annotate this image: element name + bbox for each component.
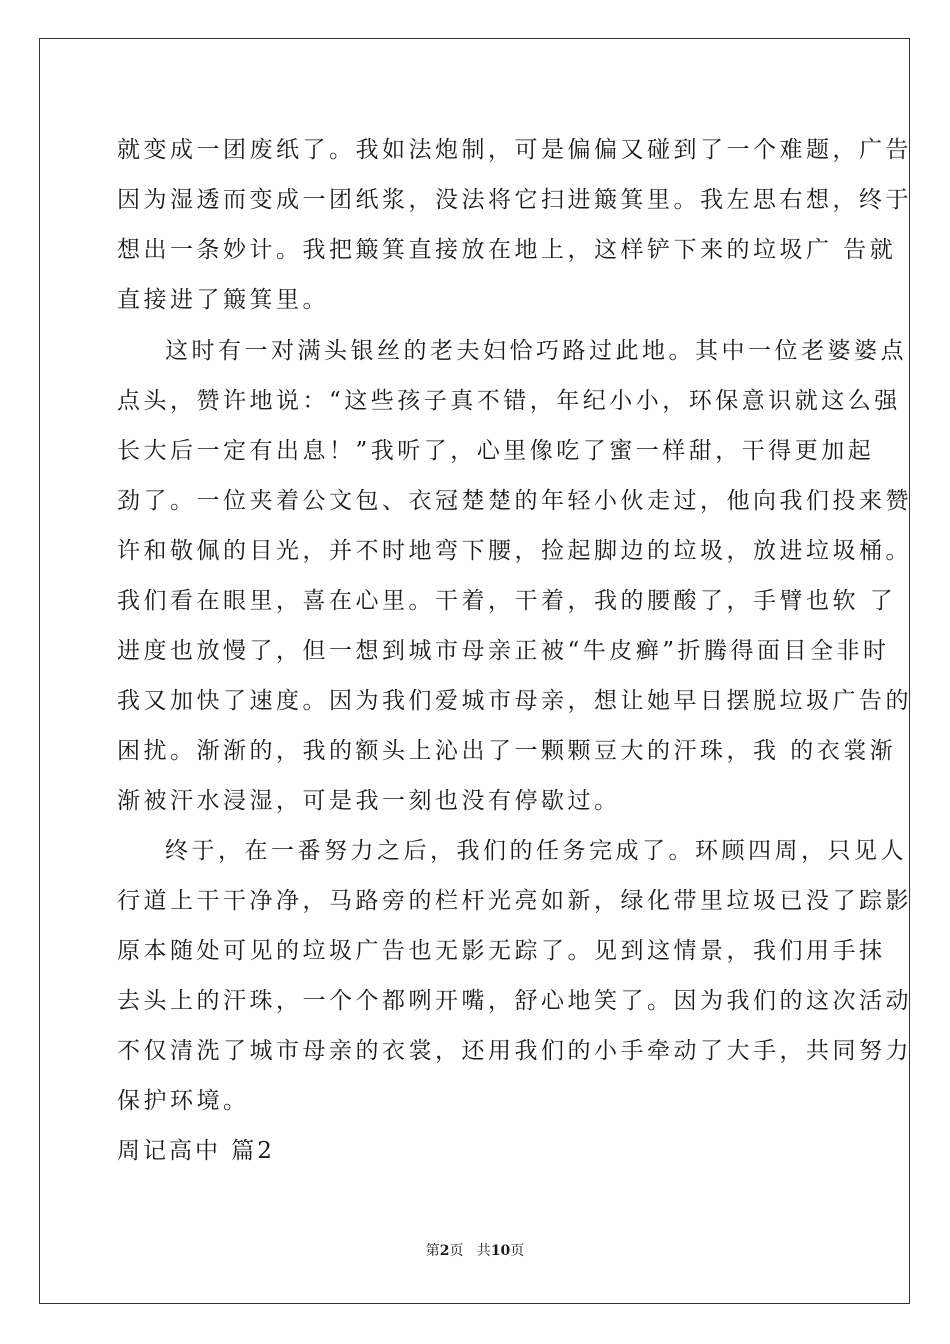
text-line: 我又加快了速度。因为我们爱城市母亲，想让她早日摆脱垃圾广告的 [117,688,912,714]
text-line: 去头上的汗珠，一个个都咧开嘴，舒心地笑了。因为我们的这次活动 [117,988,912,1014]
footer-page-number: 2 [439,1243,450,1259]
text-line: 直接进了簸箕里。 [117,287,329,313]
text-line: 点头，赞许地说：“这些孩子真不错，年纪小小，环保意识就这么强 [117,388,901,414]
footer-suffix: 页 [510,1243,525,1259]
text-line: 想出一条妙计。我把簸箕直接放在地上，这样铲下来的垃圾广 告就 [117,237,897,263]
text-line: 长大后一定有出息！”我听了，心里像吃了蜜一样甜，干得更加起 [117,438,875,464]
text-line: 进度也放慢了，但一想到城市母亲正被“牛皮癣”折腾得面目全非时 [117,638,890,664]
text-line: 我们看在眼里，喜在心里。干着，干着，我的腰酸了，手臂也软 了 [117,588,897,614]
text-line: 劲了。一位夹着公文包、衣冠楚楚的年轻小伙走过，他向我们投来赞 [117,488,912,514]
text-line: 终于，在一番努力之后，我们的任务完成了。环顾四周，只见人 [165,838,907,864]
text-line: 原本随处可见的垃圾广告也无影无踪了。见到这情景，我们用手抹 [117,938,886,964]
footer-mid: 页 共 [449,1243,491,1259]
text-line: 这时有一对满头银丝的老夫妇恰巧路过此地。其中一位老婆婆点 [165,338,907,364]
footer-total-pages: 10 [490,1243,511,1259]
text-line: 不仅清洗了城市母亲的衣裳，还用我们的小手牵动了大手，共同努力 [117,1038,912,1064]
text-line: 保护环境。 [117,1088,250,1114]
text-line: 行道上干干净净，马路旁的栏杆光亮如新，绿化带里垃圾已没了踪影 [117,888,912,914]
text-line: 渐被汗水浸湿，可是我一刻也没有停歇过。 [117,788,621,814]
footer-prefix: 第 [425,1243,440,1259]
text-line: 许和敬佩的目光，并不时地弯下腰，捡起脚边的垃圾，放进垃圾桶。 [117,538,912,564]
page-footer [0,1240,950,1260]
text-line: 困扰。渐渐的，我的额头上沁出了一颗颗豆大的汗珠，我 的衣裳渐 [117,738,897,764]
text-line: 就变成一团废纸了。我如法炮制，可是偏偏又碰到了一个难题，广告 [117,137,912,163]
text-line: 因为湿透而变成一团纸浆，没法将它扫进簸箕里。我左思右想，终于 [117,187,912,213]
section-heading: 周记高中 篇2 [117,1138,275,1164]
